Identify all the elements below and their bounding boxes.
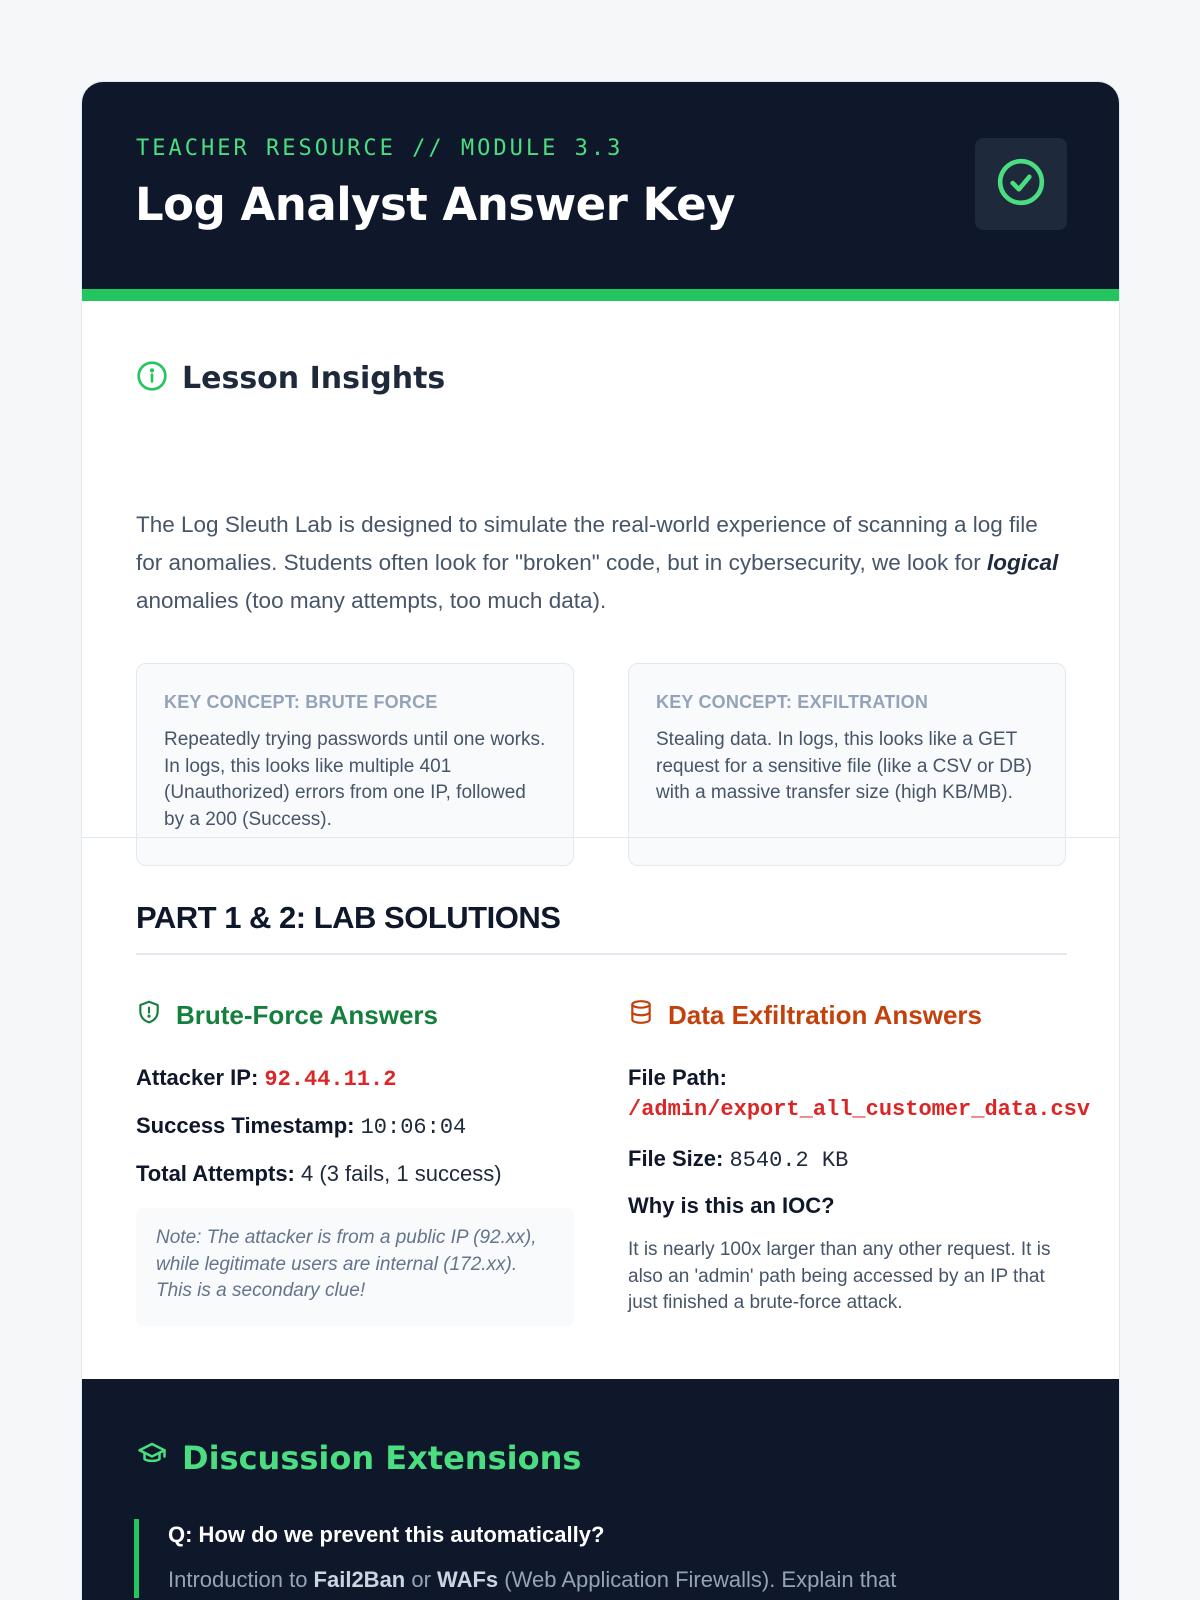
intro-text-end: anomalies (too many attempts, too much data). <box>136 588 607 613</box>
brute-force-heading <box>136 999 438 1032</box>
attempts-value: 4 (3 fails, 1 success) <box>301 1161 502 1186</box>
concept-title: KEY CONCEPT: BRUTE FORCE <box>164 692 438 712</box>
insights-heading-text: Lesson Insights <box>182 361 446 396</box>
answer-tool-waf: WAFs <box>437 1567 499 1592</box>
exfiltration-heading-text: Data Exfiltration Answers <box>668 1000 983 1030</box>
attacker-ip-label: Attacker IP: <box>136 1065 259 1090</box>
solutions-rule <box>136 953 1067 955</box>
file-size-row <box>628 1146 848 1173</box>
timestamp-label: Success Timestamp: <box>136 1113 355 1138</box>
discussion-heading-text: Discussion Extensions <box>182 1439 582 1477</box>
solutions-heading: PART 1 & 2: LAB SOLUTIONS <box>136 900 561 935</box>
ioc-explanation: It is nearly 100x larger than any other request. It is also an 'admin' path being accessed by an IP that just finished a brute-force attack. <box>628 1239 1051 1313</box>
concept-title: KEY CONCEPT: EXFILTRATION <box>656 692 929 712</box>
secondary-clue-note: Note: The attacker is from a public IP (92.xx), while legitimate users are internal (172.xx). This is a secondary clue! <box>136 1208 574 1326</box>
page-title: Log Analyst Answer Key <box>135 178 735 231</box>
discussion-question: Q: How do we prevent this automatically? <box>168 1522 605 1547</box>
intro-text-start: The Log Sleuth Lab is designed to simulate the real-world experience of scanning a log file for anomalies. Students often look for "broken" code, but in cybersecurity, we look for <box>136 512 1038 575</box>
timestamp-row <box>136 1113 466 1140</box>
concept-card-exfiltration <box>628 663 1066 866</box>
concept-body: Stealing data. In logs, this looks like a GET request for a sensitive file (like a CSV or DB) with a massive transfer size (high KB/MB). <box>656 729 1032 803</box>
attempts-row <box>136 1161 502 1187</box>
discussion-heading <box>136 1439 581 1477</box>
timestamp-value: 10:06:04 <box>360 1115 467 1140</box>
check-circle-icon <box>996 157 1046 212</box>
file-size-label: File Size: <box>628 1146 724 1171</box>
answer-key-card <box>81 81 1120 1600</box>
ioc-question-text: Why is this an IOC? <box>628 1193 835 1218</box>
discussion-answer <box>168 1562 1034 1598</box>
attempts-label: Total Attempts: <box>136 1161 295 1186</box>
section-divider <box>82 837 1119 838</box>
shield-icon <box>136 999 162 1032</box>
discussion-section <box>82 1379 1119 1600</box>
answer-text: (Web Application Firewalls). Explain that <box>498 1567 897 1592</box>
attacker-ip-row <box>136 1065 396 1092</box>
ioc-question <box>628 1193 835 1219</box>
insights-intro <box>136 506 1066 620</box>
attacker-ip-value: 92.44.11.2 <box>264 1067 397 1092</box>
discussion-item <box>134 1519 1034 1598</box>
page-header <box>82 82 1119 301</box>
header-accent-bar <box>82 289 1119 301</box>
exfiltration-heading <box>628 999 982 1032</box>
concept-body: Repeatedly trying passwords until one works. In logs, this looks like multiple 401 (Unauthorized) errors from one IP, followed by a 200 (Success). <box>164 729 546 830</box>
verified-badge <box>975 138 1067 230</box>
insights-heading <box>136 360 445 397</box>
brute-force-heading-text: Brute-Force Answers <box>176 1000 438 1030</box>
graduation-cap-icon <box>136 1439 168 1477</box>
intro-emphasis: logical <box>987 550 1059 575</box>
info-circle-icon <box>136 360 168 397</box>
file-size-value: 8540.2 KB <box>729 1148 849 1173</box>
file-path-label-text: File Path: <box>628 1065 728 1090</box>
answer-text: Introduction to <box>168 1567 314 1592</box>
file-path-label <box>628 1065 727 1091</box>
file-path-value: /admin/export_all_customer_data.csv <box>628 1097 1091 1122</box>
database-icon <box>628 999 654 1032</box>
answer-tool-fail2ban: Fail2Ban <box>313 1567 406 1592</box>
concept-card-brute-force <box>136 663 574 866</box>
module-eyebrow: TEACHER RESOURCE // MODULE 3.3 <box>136 136 624 161</box>
answer-text: or <box>405 1567 438 1592</box>
